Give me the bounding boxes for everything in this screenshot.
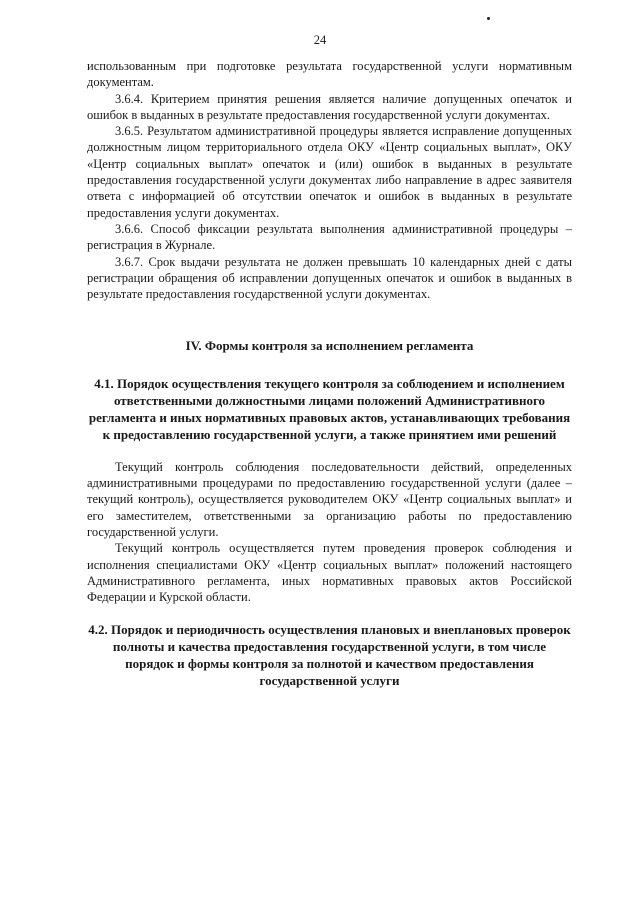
paragraph-3-6-4: 3.6.4. Критерием принятия решения является наличие допущенных опечаток и ошибок в выданных в результате предоставления государственной услуги документах.: [87, 91, 572, 122]
spacer: [87, 443, 572, 459]
paragraph-3-6-6: 3.6.6. Способ фиксации результата выполнения административной процедуры – регистрация в Журнале.: [87, 221, 572, 253]
paragraph-3-6-7: 3.6.7. Срок выдачи результата не должен превышать 10 календарных дней с даты регистрации обращения об исправлении допущенных опечаток и ошибок в выданных в результате предоставления государственной услуги документах.: [87, 254, 572, 302]
scan-speck: [487, 17, 490, 20]
paragraph-4-1-b: Текущий контроль осуществляется путем проведения проверок соблюдения и исполнения специалистами ОКУ «Центр социальных выплат» положений настоящего Административного регламента, иных нормативных правовых актов Российской Федерации и Курской области.: [87, 541, 572, 605]
subsection-4-1-title: 4.1. Порядок осуществления текущего контроля за соблюдением и исполнением ответственными должностными лицами положений Административного регламента и иных нормативных правовых актов, устанавливающих требования к предоставлению государственной услуги, а также принятием ими решений: [88, 375, 571, 442]
paragraph-4-1-a: Текущий контроль соблюдения последовательности действий, определенных административными процедурами по предоставлению государственной услуги (далее – текущий контроль), осуществляется руководителем ОКУ «Центр социальных выплат» и его заместителем, ответственными за организацию работы по предоставлению государственной услуги.: [87, 459, 572, 539]
page-number: 24: [313, 33, 327, 47]
section-title-iv: IV. Формы контроля за исполнением регламента: [185, 338, 474, 354]
subsection-4-2-title: 4.2. Порядок и периодичность осуществления плановых и внеплановых проверок полноты и качества предоставления государственной услуги, в том числе порядок и формы контроля за полнотой и качеством предоставления государственной услуги: [88, 622, 571, 689]
paragraph-3-6-5: 3.6.5. Результатом административной процедуры является исправление допущенных должностным лицом территориального отдела ОКУ «Центр социальных выплат», ОКУ «Центр социальных выплат» опечаток и (или) ошибок в выданных в результате предоставления государственной услуги документах либо направление в адрес заявителя ответа с информацией об отсутствии опечаток и ошибок в выданных в результате предоставления услуги документах.: [87, 124, 572, 220]
paragraph-continuation: использованным при подготовке результата государственной услуги нормативным документам.: [87, 59, 572, 90]
document-body: [87, 58, 572, 689]
